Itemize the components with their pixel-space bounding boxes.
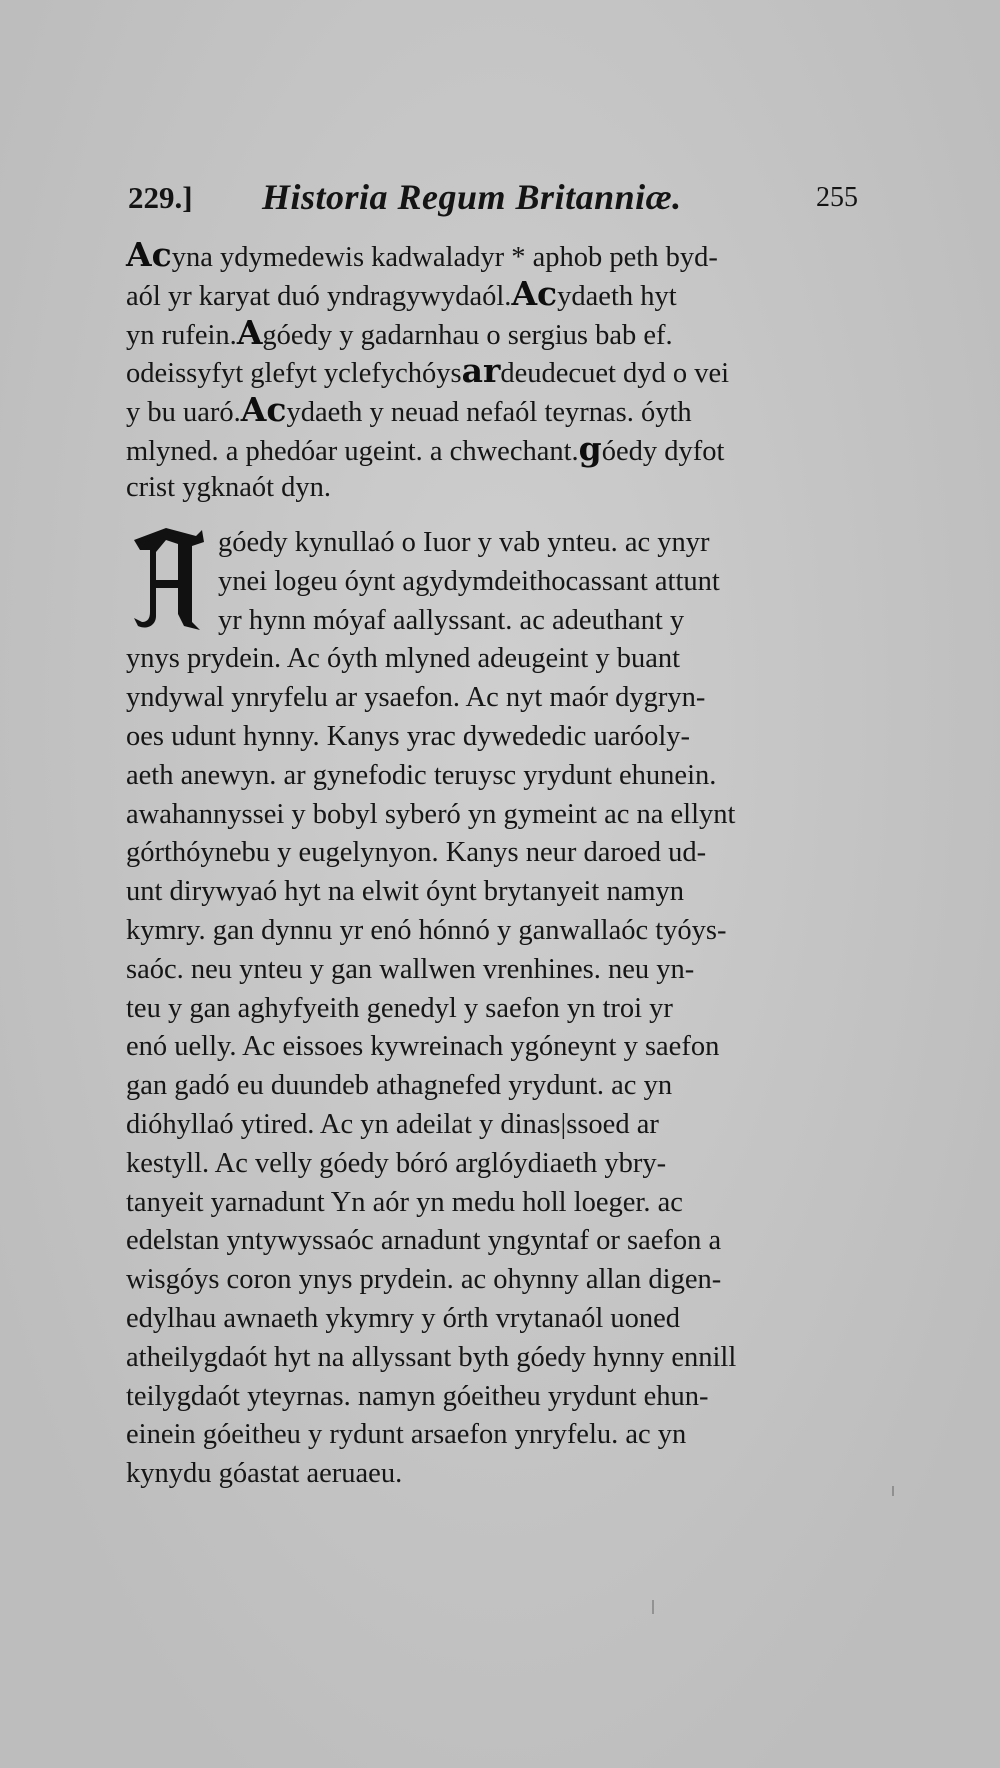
text-line: wisgóys coron ynys prydein. ac ohynny allan digen- (126, 1264, 722, 1296)
initial-capital: Ac (511, 273, 558, 313)
running-title: Historia Regum Britanniæ. (262, 177, 682, 217)
text-line: unt dirywyaó hyt na elwit óynt brytanyeit namyn (126, 876, 685, 908)
text-line: dióhyllaó ytired. Ac yn adeilat y dinas|ssoed ar (126, 1108, 659, 1140)
line-text: mlyned. a phedóar ugeint. a chwechant. (126, 435, 579, 467)
line-text: y bu uaró. (126, 397, 241, 429)
paragraph-1 (126, 236, 866, 508)
text-line (126, 469, 866, 508)
text-line: kestyll. Ac velly góedy bóró arglóydiaeth ybry- (126, 1147, 667, 1179)
line-text: óedy dyfot (601, 435, 725, 467)
initial-capital: Ac (126, 235, 172, 274)
line-text: crist ygknaót dyn. (126, 471, 332, 503)
text-line: einein góeitheu y rydunt arsaefon ynryfelu. ac yn (126, 1419, 687, 1451)
initial-capital: Ac (240, 390, 287, 430)
text-line: aeth anewyn. ar gynefodic teruysc yrydunt ehunein. (126, 759, 717, 791)
text-line: kymry. gan dynnu yr enó hónnó y ganwallaóc tyóys- (126, 914, 727, 946)
running-head (128, 176, 860, 226)
line-text: aól yr karyat duó yndragywydaól. (126, 280, 512, 312)
line-text: ydaeth hyt (557, 280, 677, 312)
text-line (126, 430, 866, 469)
line-text: odeissyfyt glefyt yclefychóys (126, 358, 462, 390)
line-text: yna ydymedewis kadwaladyr * aphob peth byd- (171, 242, 718, 273)
text-line: enó uelly. Ac eissoes kywreinach ygóneynt y saefon (126, 1031, 720, 1063)
text-line: kynydu góastat aeruaeu. (126, 1458, 403, 1490)
line-text: deudecuet dyd o vei (500, 358, 730, 390)
line-text: ydaeth y neuad nefaól teyrnas. óyth (286, 397, 692, 429)
text-line (126, 236, 866, 275)
text-line: góedy kynullaó o Iuor y vab ynteu. ac ynyr (218, 527, 710, 558)
paragraph-2 (126, 524, 866, 1494)
text-line: gan gadó eu duundeb athagnefed yrydunt. ac yn (126, 1070, 673, 1102)
text-line (126, 275, 866, 314)
text-line: saóc. neu ynteu y gan wallwen vrenhines. neu yn- (126, 953, 695, 985)
text-line (126, 352, 866, 391)
paper-mark (652, 1600, 654, 1614)
initial-capital: ar (461, 351, 501, 391)
line-text: yn rufein. (126, 319, 237, 351)
text-line: oes udunt hynny. Kanys yrac dywededic uaróoly- (126, 720, 691, 752)
text-line: edelstan yntywyssaóc arnadunt yngyntaf or saefon a (126, 1225, 722, 1257)
text-line: tanyeit yarnadunt Yn aór yn medu holl loeger. ac (126, 1186, 683, 1218)
text-line: teu y gan aghyfyeith genedyl y saefon yn troi yr (126, 992, 673, 1024)
text-line: atheilygdaót hyt na allyssant byth góedy hynny ennill (126, 1341, 737, 1373)
text-line: górthóynebu y eugelynyon. Kanys neur daroed ud- (126, 837, 707, 869)
text-line: edylhau awnaeth ykymry y órth vrytanaól uoned (126, 1302, 681, 1334)
page-number: 255 (816, 182, 858, 213)
text-line: yndywal ynryfelu ar ysaefon. Ac nyt maór dygryn- (126, 682, 706, 714)
text-line: ynys prydein. Ac óyth mlyned adeugeint y buant (126, 643, 681, 675)
initial-capital: A (236, 312, 263, 352)
paper-mark (892, 1486, 894, 1496)
initial-capital: g (578, 428, 602, 468)
text-line (126, 314, 866, 353)
text-line (126, 391, 866, 430)
text-line: teilygdaót yteyrnas. namyn góeitheu yrydunt ehun- (126, 1380, 709, 1412)
text-line: awahannyssei y bobyl syberó yn gymeint ac na ellynt (126, 798, 736, 830)
text-line: yr hynn móyaf aallyssant. ac adeuthant y (218, 604, 685, 636)
line-text: góedy y gadarnhau o sergius bab ef. (262, 319, 673, 351)
page-reference: 229.] (128, 180, 193, 215)
text-line: ynei logeu óynt agydymdeithocassant attunt (218, 565, 720, 597)
